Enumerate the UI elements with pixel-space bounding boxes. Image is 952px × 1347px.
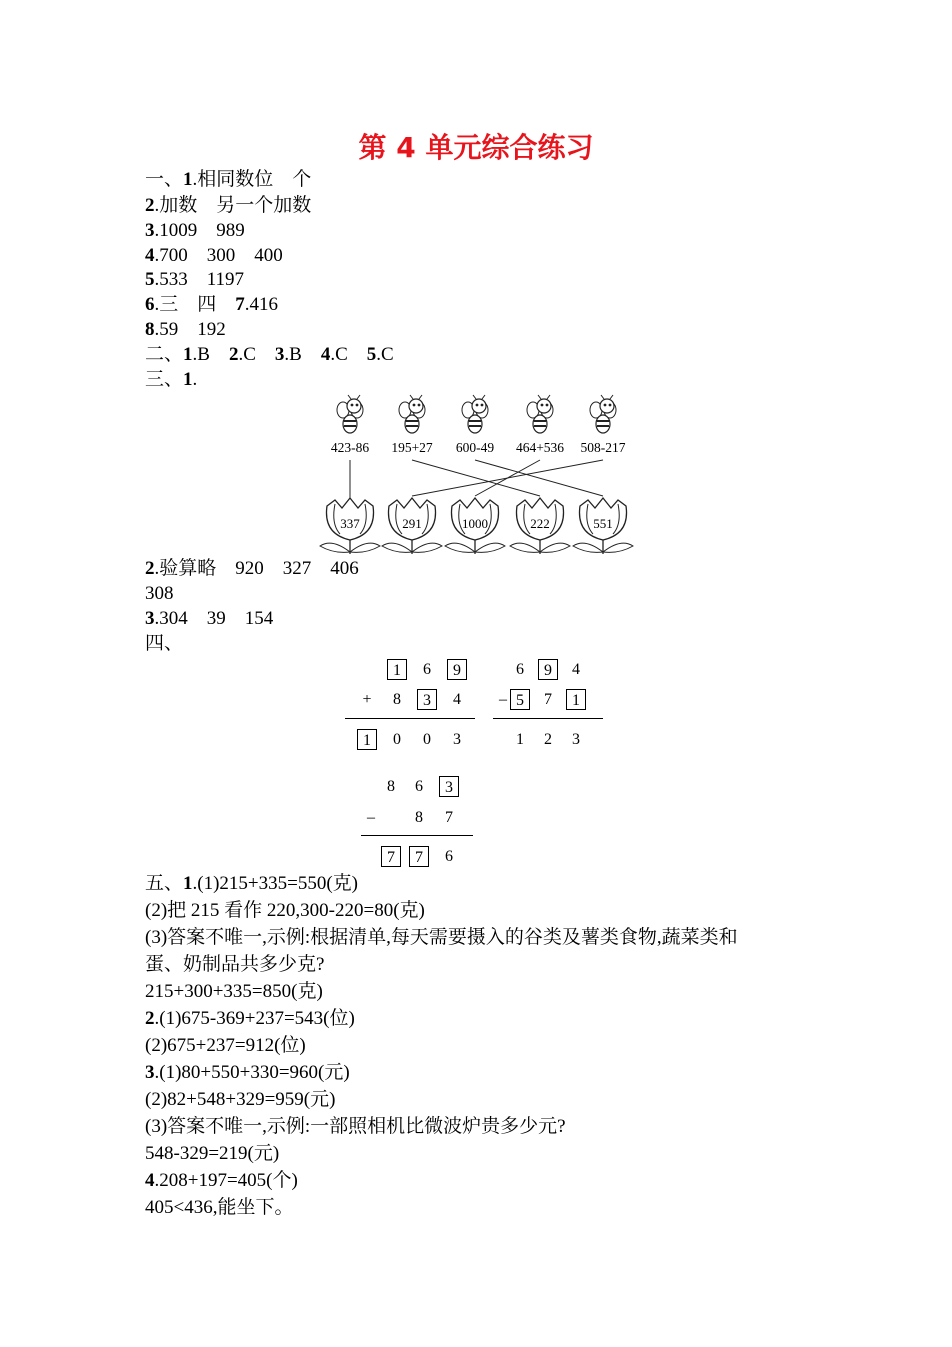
answer-text: .C: [330, 344, 367, 365]
answer-line: [145, 293, 278, 317]
digit: +: [362, 691, 372, 708]
flower-number: 291: [402, 516, 422, 531]
answer-text: .: [192, 369, 198, 390]
answer-line: [145, 607, 273, 631]
answer-line: [145, 194, 311, 218]
answer-line: [145, 582, 174, 606]
answer-text: (2)82+548+329=959(元): [145, 1089, 336, 1110]
digit: 7: [544, 691, 552, 708]
digit: 8: [415, 809, 423, 826]
question-number: 2: [145, 558, 155, 579]
sum-rule-line: [345, 718, 475, 719]
digit: 0: [423, 731, 431, 748]
question-number: 5: [145, 269, 155, 290]
answer-text: .B: [192, 344, 229, 365]
bee-icon: [337, 395, 363, 433]
answer-line: [145, 318, 226, 342]
filled-digit-box: 7: [381, 846, 401, 867]
answer-text: .三 四: [154, 294, 236, 315]
filled-digit-box: 1: [357, 729, 377, 750]
bee-icon: [527, 395, 553, 433]
digit: 8: [387, 778, 395, 795]
answer-line: [145, 1196, 293, 1220]
answer-text: .相同数位 个: [192, 169, 312, 190]
answer-text: .验算略 920 327 406: [154, 558, 359, 579]
flower-number: 222: [530, 516, 550, 531]
digit: 3: [572, 731, 580, 748]
match-line: [475, 460, 603, 496]
answer-line: [145, 1007, 355, 1031]
answer-text: 二、: [145, 344, 184, 365]
answer-line: [145, 980, 323, 1004]
digit: 6: [516, 661, 524, 678]
answer-line: [145, 368, 197, 392]
answer-text: 548-329=219(元): [145, 1143, 280, 1164]
answer-text: .C: [238, 344, 275, 365]
digit: –: [367, 809, 375, 826]
answer-text: 三、: [145, 369, 184, 390]
answer-text: .(1)80+550+330=960(元): [154, 1062, 350, 1083]
sum-rule-line: [493, 718, 603, 719]
digit: 6: [423, 661, 431, 678]
answer-line: [145, 1061, 350, 1085]
expression-label: 464+536: [515, 440, 565, 455]
question-number: 1: [183, 344, 193, 365]
answer-text: (3)答案不唯一,示例:根据清单,每天需要摄入的谷类及薯类食物,蔬菜类和: [145, 927, 738, 948]
bee-icon: [399, 395, 425, 433]
answer-line: [145, 953, 324, 977]
answer-text: .C: [376, 344, 394, 365]
match-line: [412, 460, 540, 496]
filled-digit-box: 7: [409, 846, 429, 867]
answer-text: .533 1197: [154, 269, 245, 290]
answer-text: 蛋、奶制品共多少克?: [145, 954, 325, 975]
answer-text: 405<436,能坐下。: [145, 1197, 294, 1218]
answer-line: [145, 557, 359, 581]
expression-label: 508-217: [580, 440, 626, 455]
answer-line: [145, 1142, 279, 1166]
expression-label: 195+27: [391, 440, 433, 455]
filled-digit-box: 1: [387, 659, 407, 680]
answer-line: [145, 343, 394, 367]
filled-digit-box: 9: [538, 659, 558, 680]
answer-line: [145, 899, 425, 923]
answer-line: [145, 1169, 298, 1193]
digit: 4: [453, 691, 461, 708]
filled-digit-box: 1: [566, 689, 586, 710]
question-number: 2: [228, 344, 239, 365]
filled-digit-box: 3: [417, 689, 437, 710]
digit: 0: [393, 731, 401, 748]
digit: –: [499, 691, 507, 708]
answer-text: 五、: [145, 873, 184, 894]
answer-text: 一、: [145, 169, 184, 190]
answer-text: .59 192: [154, 319, 226, 340]
question-number: 2: [145, 195, 155, 216]
question-number: 6: [145, 294, 155, 315]
digit: 2: [544, 731, 552, 748]
flower-number: 337: [340, 516, 360, 531]
answer-text: .(1)215+335=550(克): [192, 873, 359, 894]
page-title: 第 4 单元综合练习: [358, 131, 594, 164]
question-number: 7: [235, 294, 245, 315]
filled-digit-box: 3: [439, 776, 459, 797]
answer-line: [145, 168, 311, 192]
bee-icon: [590, 395, 616, 433]
answer-text: .416: [244, 294, 279, 315]
match-line: [412, 460, 603, 496]
answer-text: .304 39 154: [154, 608, 274, 629]
question-number: 3: [145, 1062, 155, 1083]
answer-line: [145, 1034, 306, 1058]
answer-text: .1009 989: [154, 220, 245, 241]
answer-line: [145, 244, 283, 268]
answer-text: .加数 另一个加数: [154, 195, 312, 216]
question-number: 4: [145, 1170, 155, 1191]
answer-line: [145, 1115, 566, 1139]
answer-line: [145, 926, 738, 950]
question-number: 8: [145, 319, 155, 340]
answer-text: .(1)675-369+237=543(位): [154, 1008, 355, 1029]
question-number: 3: [145, 608, 155, 629]
digit: 8: [393, 691, 401, 708]
answer-text: (2)把 215 看作 220,300-220=80(克): [145, 900, 425, 921]
filled-digit-box: 5: [510, 689, 530, 710]
bee-icon: [462, 395, 488, 433]
answer-line: [145, 872, 358, 896]
question-number: 4: [320, 344, 331, 365]
expression-label: 423-86: [330, 440, 370, 455]
answer-text: (2)675+237=912(位): [145, 1035, 306, 1056]
answer-line: [145, 632, 183, 656]
question-number: 1: [183, 873, 193, 894]
answer-text: 215+300+335=850(克): [145, 981, 323, 1002]
answer-text: 308: [145, 583, 174, 604]
question-number: 2: [145, 1008, 155, 1029]
question-number: 4: [145, 245, 155, 266]
answer-text: 四、: [145, 633, 184, 654]
answer-line: [145, 1088, 335, 1112]
sum-rule-line: [361, 835, 473, 836]
expression-label: 600-49: [455, 440, 495, 455]
question-number: 5: [366, 344, 377, 365]
digit: 3: [453, 731, 461, 748]
answer-text: .700 300 400: [154, 245, 283, 266]
digit: 1: [516, 731, 524, 748]
question-number: 1: [183, 169, 193, 190]
filled-digit-box: 9: [447, 659, 467, 680]
digit: 4: [572, 661, 580, 678]
answer-text: .208+197=405(个): [154, 1170, 298, 1191]
flower-number: 1000: [462, 516, 488, 531]
digit: 7: [445, 809, 453, 826]
digit: 6: [415, 778, 423, 795]
question-number: 1: [183, 369, 193, 390]
digit: 6: [445, 848, 453, 865]
question-number: 3: [145, 220, 155, 241]
flower-number: 551: [593, 516, 613, 531]
matching-diagram: [315, 394, 645, 559]
question-number: 3: [274, 344, 285, 365]
answer-line: [145, 219, 245, 243]
answer-text: .B: [284, 344, 321, 365]
answer-text: (3)答案不唯一,示例:一部照相机比微波炉贵多少元?: [145, 1116, 566, 1137]
answer-line: [145, 268, 244, 292]
